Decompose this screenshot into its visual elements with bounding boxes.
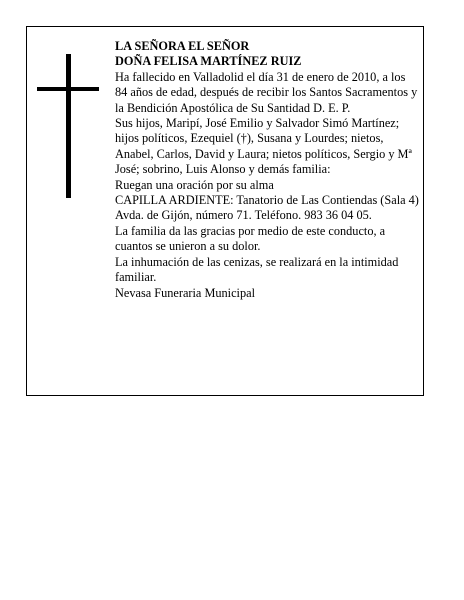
family-list: Sus hijos, Maripí, José Emilio y Salvador Simó Martínez; hijos políticos, Ezequiel (†), Susana y Lourdes; nietos, Anabel, Carlos, David y Laura; nietos políticos, Sergio y Mª José; sobrino, Luis Alonso y demás familia:	[115, 116, 412, 177]
family-thanks: La familia da las gracias por medio de este conducto, a cuantos se unieron a su dolor.	[115, 223, 386, 254]
funeral-home: Nevasa Funeraria Municipal	[115, 285, 255, 300]
obituary-notice	[26, 26, 424, 396]
notice-text	[115, 39, 419, 301]
cross-vertical-bar	[66, 54, 71, 198]
cross-horizontal-bar	[37, 87, 99, 91]
death-announcement: Ha fallecido en Valladolid el día 31 de enero de 2010, a los 84 años de edad, después de recibir los Santos Sacramentos y la Bendición Apostólica de Su Santidad D. E. P.	[115, 69, 418, 115]
deceased-name: DOÑA FELISA MARTÍNEZ RUIZ	[115, 54, 302, 69]
chapel-info: CAPILLA ARDIENTE: Tanatorio de Las Contiendas (Sala 4) Avda. de Gijón, número 71. Teléfono. 983 36 04 05.	[115, 193, 419, 223]
heading-line-1: LA SEÑORA EL SEÑOR	[115, 39, 250, 53]
burial-info: La inhumación de las cenizas, se realizará en la intimidad familiar.	[115, 254, 399, 285]
cross-icon	[37, 54, 99, 198]
prayer-request: Ruegan una oración por su alma	[115, 177, 274, 192]
